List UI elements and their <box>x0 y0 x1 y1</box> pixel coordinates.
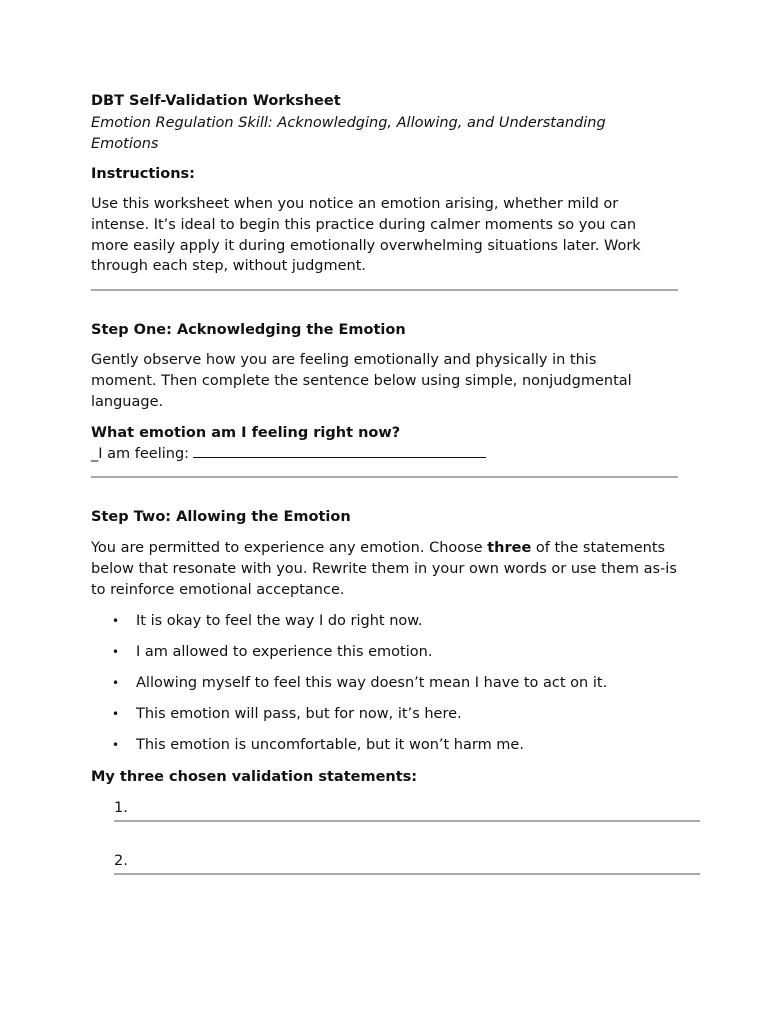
step-two-body-start: You are permitted to experience any emotion. Choose <box>91 540 488 557</box>
chosen-statement-2[interactable] <box>114 851 700 875</box>
step-one-heading: Step One: Acknowledging the Emotion <box>91 322 406 339</box>
chosen-statement-number: 1. <box>114 799 128 816</box>
statement-text: It is okay to feel the way I do right now. <box>136 612 423 629</box>
list-item <box>91 642 691 673</box>
chosen-statement-1[interactable] <box>114 798 700 822</box>
worksheet-subtitle: Emotion Regulation Skill: Acknowledging, Allowing, and Understanding Emotions <box>91 115 606 152</box>
section-divider-2 <box>91 476 678 478</box>
bullet-icon: • <box>112 613 120 628</box>
instructions-heading: Instructions: <box>91 166 195 182</box>
statement-text: I am allowed to experience this emotion. <box>136 643 433 660</box>
chosen-statement-number: 2. <box>114 852 128 869</box>
statement-text: This emotion is uncomfortable, but it won’t harm me. <box>136 736 524 753</box>
step-one-question: What emotion am I feeling right now? <box>91 424 401 441</box>
list-item <box>91 704 691 735</box>
step-two-body <box>91 538 681 600</box>
step-two-body-emphasis: three <box>487 540 532 557</box>
chosen-statements-heading: My three chosen validation statements: <box>91 768 418 785</box>
feeling-blank-field[interactable] <box>193 443 486 458</box>
list-item <box>91 673 691 704</box>
bullet-icon: • <box>112 706 120 721</box>
feeling-answer-line[interactable] <box>91 443 691 465</box>
step-two-heading: Step Two: Allowing the Emotion <box>91 509 351 526</box>
section-divider-1 <box>91 289 678 291</box>
list-item <box>91 735 691 766</box>
statement-text: Allowing myself to feel this way doesn’t mean I have to act on it. <box>136 674 608 691</box>
step-one-body: Gently observe how you are feeling emotionally and physically in this moment. Then complete the sentence below using simple, nonjudgmental language. <box>91 352 632 410</box>
worksheet-page <box>91 91 691 875</box>
bullet-icon: • <box>112 675 120 690</box>
feeling-prompt: _I am feeling: <box>91 445 190 462</box>
validation-statement-list <box>91 611 691 766</box>
chosen-statement-1-field[interactable] <box>114 820 700 822</box>
list-item <box>91 611 691 642</box>
step-two-body-end: of the statements below that resonate with you. Rewrite them in your own words or use them as-is to reinforce emotional acceptance. <box>91 540 677 598</box>
chosen-statement-2-field[interactable] <box>114 873 700 875</box>
bullet-icon: • <box>112 644 120 659</box>
instructions-body: Use this worksheet when you notice an emotion arising, whether mild or intense. It’s ideal to begin this practice during calmer moments so you can more easily apply it during emotionally overwhelming situations later. Work through each step, without judgment. <box>91 196 641 275</box>
worksheet-title: DBT Self-Validation Worksheet <box>91 93 341 109</box>
bullet-icon: • <box>112 737 120 752</box>
statement-text: This emotion will pass, but for now, it’s here. <box>136 705 462 722</box>
